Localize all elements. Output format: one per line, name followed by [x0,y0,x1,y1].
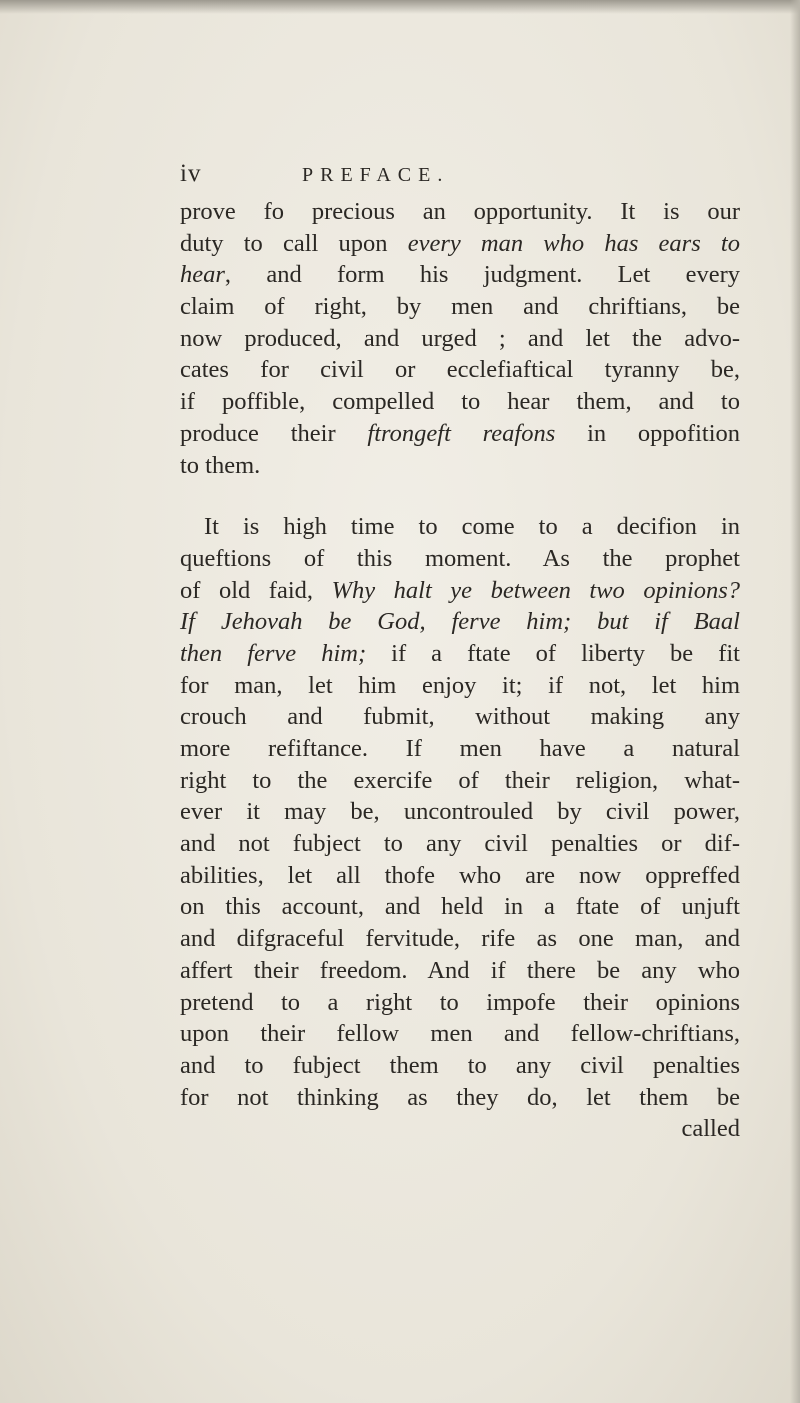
text-line [180,828,740,860]
text-line [180,1082,740,1114]
text-line [180,765,740,797]
text-run: crouch and fubmit, without making any [180,703,740,731]
text-run: if poffible, compelled to hear them, and to [180,388,740,416]
text-run: upon their fellow men and fellow-chriftians, [180,1020,740,1048]
text-line [180,987,740,1019]
paragraph-1 [180,196,740,481]
italic-text: every man who has ears to [407,229,740,257]
text-run: to them. [180,451,261,479]
paragraph-2 [180,511,740,1113]
text-run: cates for civil or ecclefiaftical tyranny be, [180,356,740,384]
text-run: on this account, and held in a ftate of unjuft [180,893,740,921]
text-run: affert their freedom. And if there be any who [180,956,740,984]
text-line [180,860,740,892]
italic-text: ftrongeft reafons [367,419,556,447]
text-run: of old faid, [180,576,332,604]
text-line [180,354,740,386]
text-line [180,701,740,733]
text-line [180,606,740,638]
text-run: for man, let him enjoy it; if not, let him [180,671,740,699]
text-run: if a ftate of liberty be fit [366,639,740,667]
text-line [180,955,740,987]
italic-text: If Jehovah be God, ferve him; but if Baal [180,608,740,636]
text-run: prove fo precious an opportunity. It is our [180,198,740,225]
text-line [180,259,740,291]
text-run: right to the exercife of their religion, what- [180,766,740,794]
text-run: , and form his judgment. Let every [224,261,740,289]
italic-text: hear [180,261,225,289]
text-line [180,638,740,670]
text-line [180,291,740,323]
text-line [180,923,740,955]
text-line [180,450,740,482]
page-number: iv [180,160,202,187]
text-run: and to fubject them to any civil penalties [180,1051,740,1079]
text-line [180,733,740,765]
page-right-edge [790,0,800,1403]
text-run: and difgraceful fervitude, rife as one man, and [180,925,740,953]
text-line [180,511,740,543]
text-line [180,796,740,828]
text-line [180,418,740,450]
running-head: PREFACE. [302,164,450,186]
text-line [180,543,740,575]
text-line [180,228,740,260]
text-run: produce their [180,419,368,447]
text-line [180,670,740,702]
text-line [180,1018,740,1050]
text-run: for not thinking as they do, let them be [180,1083,740,1111]
catchword: called [681,1115,740,1143]
text-run: duty to call upon [180,229,408,257]
text-line [180,323,740,355]
text-run: more refiftance. If men have a natural [180,735,740,762]
text-run: now produced, and urged ; and let the advo- [180,324,740,352]
text-run: claim of right, by men and chriftians, be [180,293,740,321]
text-run: in oppofition [555,419,741,447]
text-run: ever it may be, uncontrouled by civil power, [180,798,740,826]
page-header [180,160,740,194]
text-run: It is high time to come to a decifion in [204,513,740,541]
text-line [180,196,740,228]
text-run: queftions of this moment. As the prophet [180,544,740,572]
text-line [180,386,740,418]
text-line [180,1050,740,1082]
text-line [180,575,740,607]
page-top-shadow [0,0,800,14]
body-text [180,196,740,1145]
italic-text: Why halt ye between two opinions? [331,576,740,604]
text-line [180,891,740,923]
text-run: and not fubject to any civil penalties or dif- [180,830,740,858]
italic-text: then ferve him; [180,639,367,667]
text-run: pretend to a right to impofe their opinions [180,988,740,1016]
text-run: abilities, let all thofe who are now oppreffed [180,861,740,889]
